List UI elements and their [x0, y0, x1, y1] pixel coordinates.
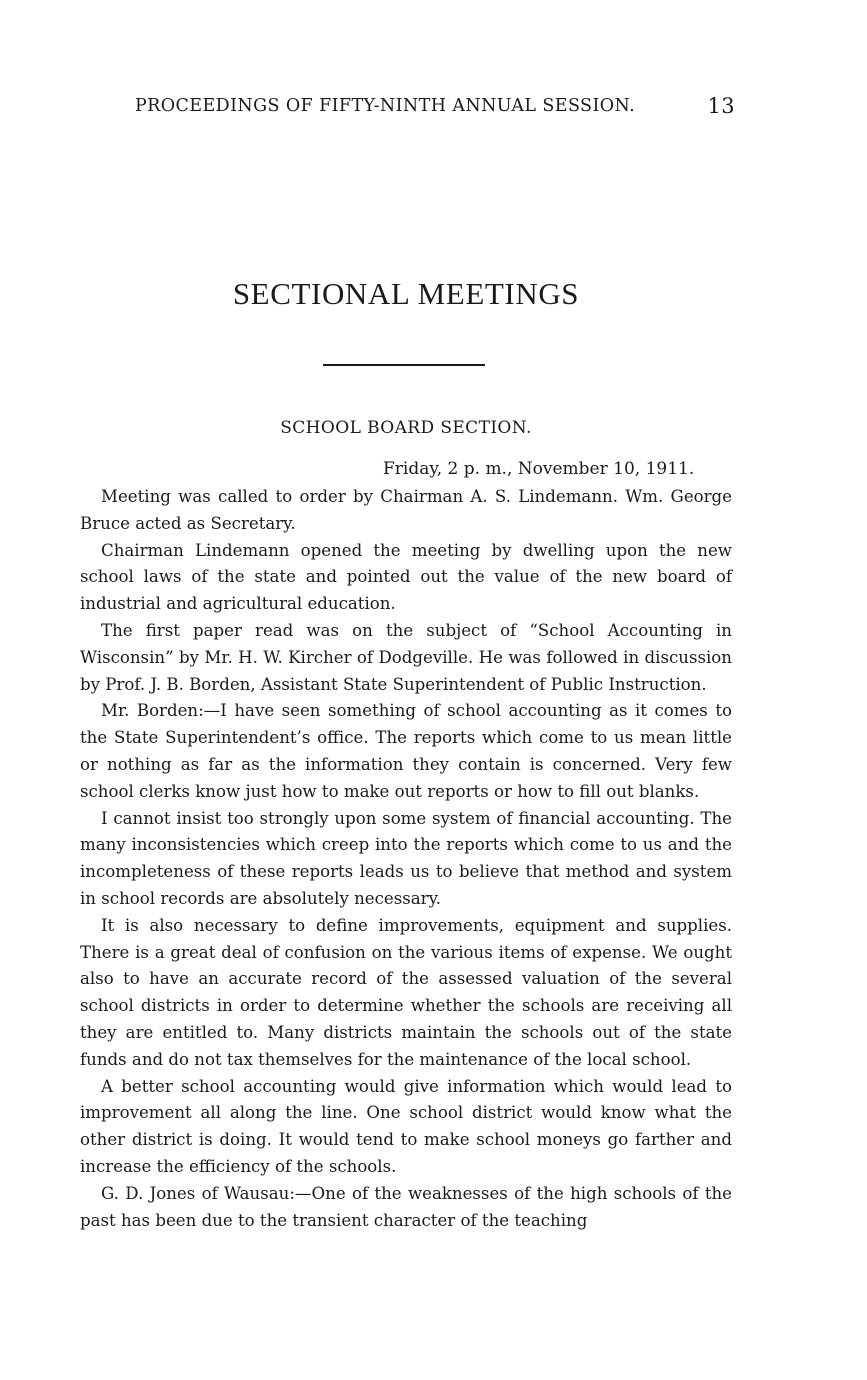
paragraph: The first paper read was on the subject of “School Accounting in Wisconsin” by Mr. H. W. Kircher of Dodgeville. He was followed in discussion by Prof. J. B. Borden, Assistant State Superintendent of Public Instruction.: [80, 620, 732, 694]
running-head-title: PROCEEDINGS OF FIFTY-NINTH ANNUAL SESSION.: [135, 96, 636, 116]
paragraph: I cannot insist too strongly upon some system of financial accounting. The many inconsistencies which creep into the reports which come to us and the incompleteness of these reports leads us to believe that method and system in school records are absolutely necessary.: [80, 808, 732, 908]
paragraph: G. D. Jones of Wausau:—One of the weaknesses of the high schools of the past has been due to the transient character of the teaching: [80, 1183, 732, 1230]
section-heading: SCHOOL BOARD SECTION.: [280, 418, 532, 438]
page-number: 13: [707, 94, 735, 118]
running-head: [135, 96, 735, 116]
paragraph: A better school accounting would give information which would lead to improvement all along the line. One school district would know what the other district is doing. It would tend to make school moneys go farther and increase the efficiency of the schools.: [80, 1076, 732, 1176]
paragraph: It is also necessary to define improvements, equipment and supplies. There is a great deal of confusion on the various items of expense. We ought also to have an accurate record of the assessed valuation of the several school districts in order to determine whether the schools are receiving all they are entitled to. Many districts maintain the schools out of the state funds and do not tax themselves for the maintenance of the local school.: [80, 915, 732, 1069]
paragraph: Chairman Lindemann opened the meeting by dwelling upon the new school laws of the state and pointed out the value of the new board of industrial and agricultural education.: [80, 540, 732, 614]
dateline: Friday, 2 p. m., November 10, 1911.: [383, 459, 695, 479]
page-title: SECTIONAL MEETINGS: [232, 276, 580, 311]
paragraph: Mr. Borden:—I have seen something of school accounting as it comes to the State Superintendent’s office. The reports which come to us mean little or nothing as far as the information they contain is concerned. Very few school clerks know just how to make out reports or how to fill out blanks.: [80, 701, 732, 801]
paragraph: Meeting was called to order by Chairman A. S. Lindemann. Wm. George Bruce acted as Secretary.: [80, 487, 732, 533]
body-text: [80, 484, 732, 1234]
title-divider: [323, 364, 485, 366]
